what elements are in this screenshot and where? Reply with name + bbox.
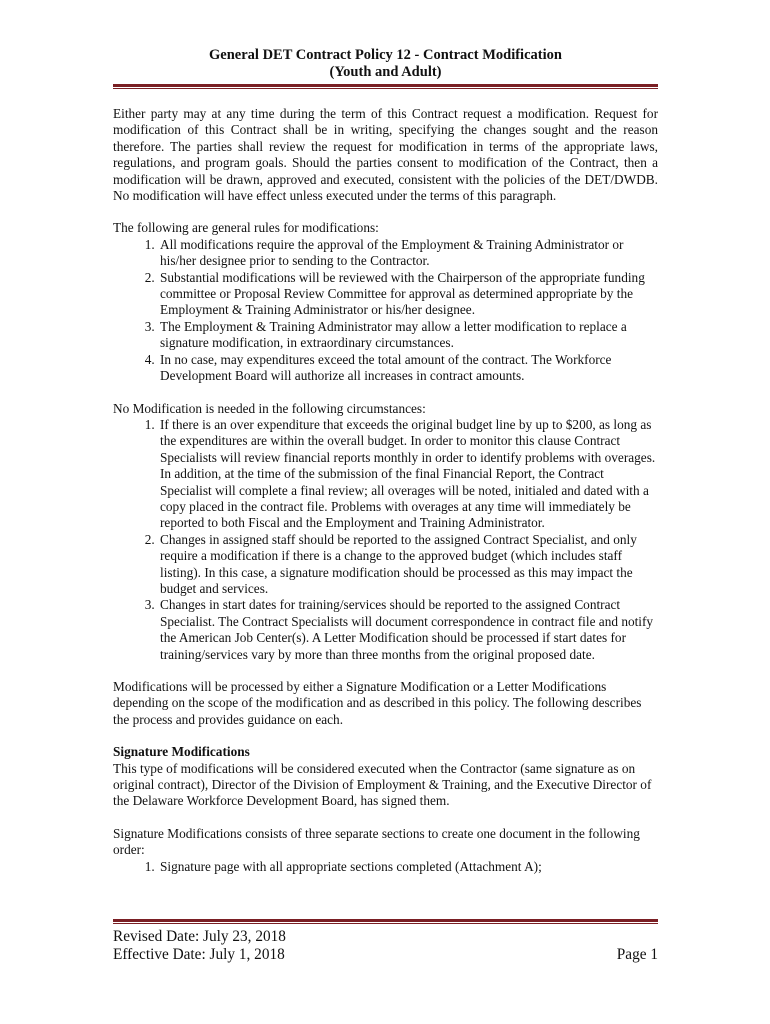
signature-sections-intro: Signature Modifications consists of three separate sections to create one document in the following order: [113,825,640,858]
footer-rule [113,919,658,924]
signature-sections-list [113,859,658,875]
list-item: 1. If there is an over expenditure that exceeds the original budget line by up to $200, as long as the expenditures are within the overall budget. In order to monitor this clause Contract Specialists will review financial reports monthly in order to identify problems with overages. In addition, at the time of the submission of the final Financial Report, the Contract Specialist will complete a final review; all overages will be noted, initialed and dated with a copy placed in the contract file. Problems with overages at any time will immediately be reported to both Fiscal and the Employment and Training Administrator. [158,417,658,532]
list-item: 1. All modifications require the approval of the Employment & Training Administrator or his/her designee prior to sending to the Contractor. [158,237,658,270]
general-rules-list [113,237,658,385]
list-item: 3. Changes in start dates for training/services should be reported to the assigned Contract Specialist. The Contract Specialists will document correspondence in contract file and notify the American Job Center(s). A Letter Modification should be processed if start dates for training/services vary by more than three months from the original proposed date. [158,597,658,663]
list-item: 1. Signature page with all appropriate sections completed (Attachment A); [158,859,658,875]
intro-paragraph: Either party may at any time during the term of this Contract request a modification. Request for modification of this Contract shall be in writing, specifying the changes sought and the reason therefore. The parties shall review the request for modification in terms of the appropriate laws, regulations, and program goals. Should the parties consent to modification of the Contract, then a modification will be drawn, approved and executed, consistent with the policies of the DET/DWDB. No modification will have effect unless executed under the terms of this paragraph. [113,106,658,204]
document-title: General DET Contract Policy 12 - Contract Modification [209,47,562,63]
document-body [113,106,658,875]
effective-date: Effective Date: July 1, 2018 [113,946,285,963]
list-item: 3. The Employment & Training Administrator may allow a letter modification to replace a signature modification, in extraordinary circumstances. [158,319,658,352]
revised-date: Revised Date: July 23, 2018 [113,928,286,945]
document-subtitle: (Youth and Adult) [329,64,442,80]
no-modification-list [113,417,658,663]
list-item: 4. In no case, may expenditures exceed the total amount of the contract. The Workforce Development Board will authorize all increases in contract amounts. [158,352,658,385]
header-rule [113,84,658,89]
document-header [113,47,658,81]
signature-modifications-heading: Signature Modifications [113,744,250,760]
list-item: 2. Changes in assigned staff should be reported to the assigned Contract Specialist, and only require a modification if there is a change to the approved budget (which includes staff listing). In this case, a signature modification should be processed as this may impact the budget and services. [158,532,658,598]
document-footer [113,928,658,964]
list-item: 2. Substantial modifications will be reviewed with the Chairperson of the appropriate funding committee or Proposal Review Committee for approval as determined appropriate by the Employment & Training Administrator or his/her designee. [158,270,658,319]
signature-modifications-paragraph: This type of modifications will be considered executed when the Contractor (same signature as on original contract), Director of the Division of Employment & Training, and the Executive Director of the Delaware Workforce Development Board, has signed them. [113,760,652,809]
page-number: Page 1 [616,946,658,963]
no-modification-intro: No Modification is needed in the following circumstances: [113,400,426,416]
general-rules-intro: The following are general rules for modifications: [113,220,379,236]
processing-paragraph: Modifications will be processed by either a Signature Modification or a Letter Modifications depending on the scope of the modification and as described in this policy. The following describes the process and provides guidance on each. [113,679,642,727]
